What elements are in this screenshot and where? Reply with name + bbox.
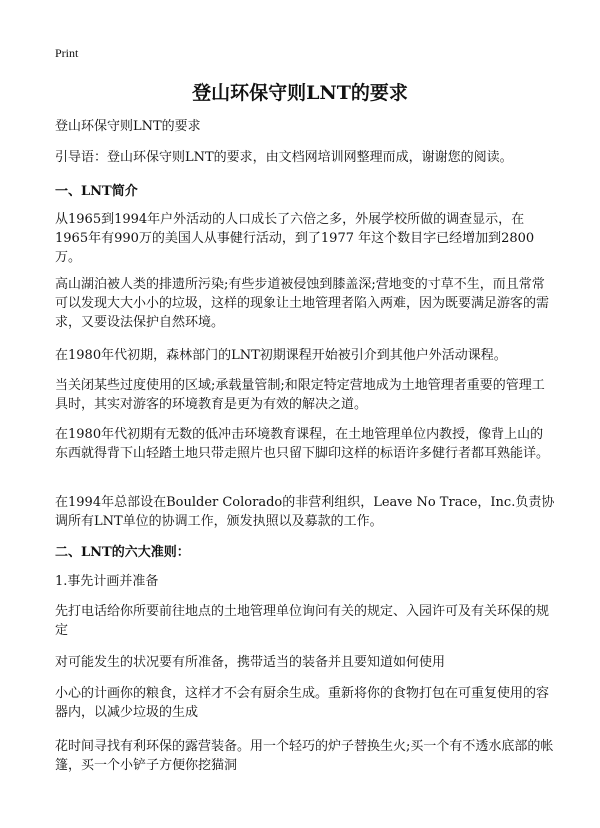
section-1-paragraph-2: 高山湖泊被人类的排遗所污染;有些步道被侵蚀到膝盖深;营地变的寸草不生，而且常常可以发现大大小小的垃圾，这样的现象让土地管理者陷入两难，因为既要满足游客的需求，又要设法保护自然环境。 <box>55 277 550 330</box>
section-2-paragraph-3: 小心的计画你的粮食，这样才不会有厨余生成。重新将你的食物打包在可重复使用的容器内，以减少垃圾的生成 <box>55 686 550 720</box>
subtitle: 登山环保守则LNT的要求 <box>55 119 201 134</box>
section-2-heading: 二、LNT的六大准则： <box>55 545 190 560</box>
section-1-paragraph-5: 在1980年代初期有无数的低冲击环境教育课程，在土地管理单位内教授，像背上山的东西就得背下山轻踏土地只带走照片也只留下脚印这样的标语许多健行者都耳熟能详。 <box>55 427 550 461</box>
section-1-paragraph-3: 在1980年代初期，森林部门的LNT初期课程开始被引介到其他户外活动课程。 <box>55 348 507 363</box>
print-label[interactable]: Print <box>55 46 79 60</box>
section-2-paragraph-2: 对可能发生的状况要有所准备，携带适当的装备并且要知道如何使用 <box>55 655 446 670</box>
section-1-paragraph-6: 在1994年总部设在Boulder Colorado的非营利组织，Leave No Trace，Inc.负责协调所有LNT单位的协调工作，颁发执照以及募款的工作。 <box>55 495 555 529</box>
section-1-heading: 一、LNT简介 <box>55 184 138 199</box>
section-2-paragraph-4: 花时间寻找有利环保的露营装备。用一个轻巧的炉子替换生火;买一个有不透水底部的帐篷，买一个小铲子方便你挖猫洞 <box>55 739 554 773</box>
section-2-paragraph-1: 先打电话给你所要前往地点的土地管理单位询问有关的规定、入园许可及有关环保的规定 <box>55 604 550 638</box>
section-1-paragraph-1: 从1965到1994年户外活动的人口成长了六倍之多，外展学校所做的调查显示，在1965年有990万的美国人从事健行活动，到了1977 年这个数目字已经增加到2800万。 <box>55 212 535 265</box>
section-1-paragraph-4: 当关闭某些过度使用的区域;承载量管制;和限定特定营地成为土地管理者重要的管理工具时，其实对游客的环境教育是更为有效的解决之道。 <box>55 378 545 412</box>
section-2-item-1: 1.事先计画并准备 <box>55 574 159 589</box>
document-title: 登山环保守则LNT的要求 <box>192 82 408 104</box>
intro-paragraph: 引导语：登山环保守则LNT的要求，由文档网培训网整理而成，谢谢您的阅读。 <box>55 150 513 165</box>
